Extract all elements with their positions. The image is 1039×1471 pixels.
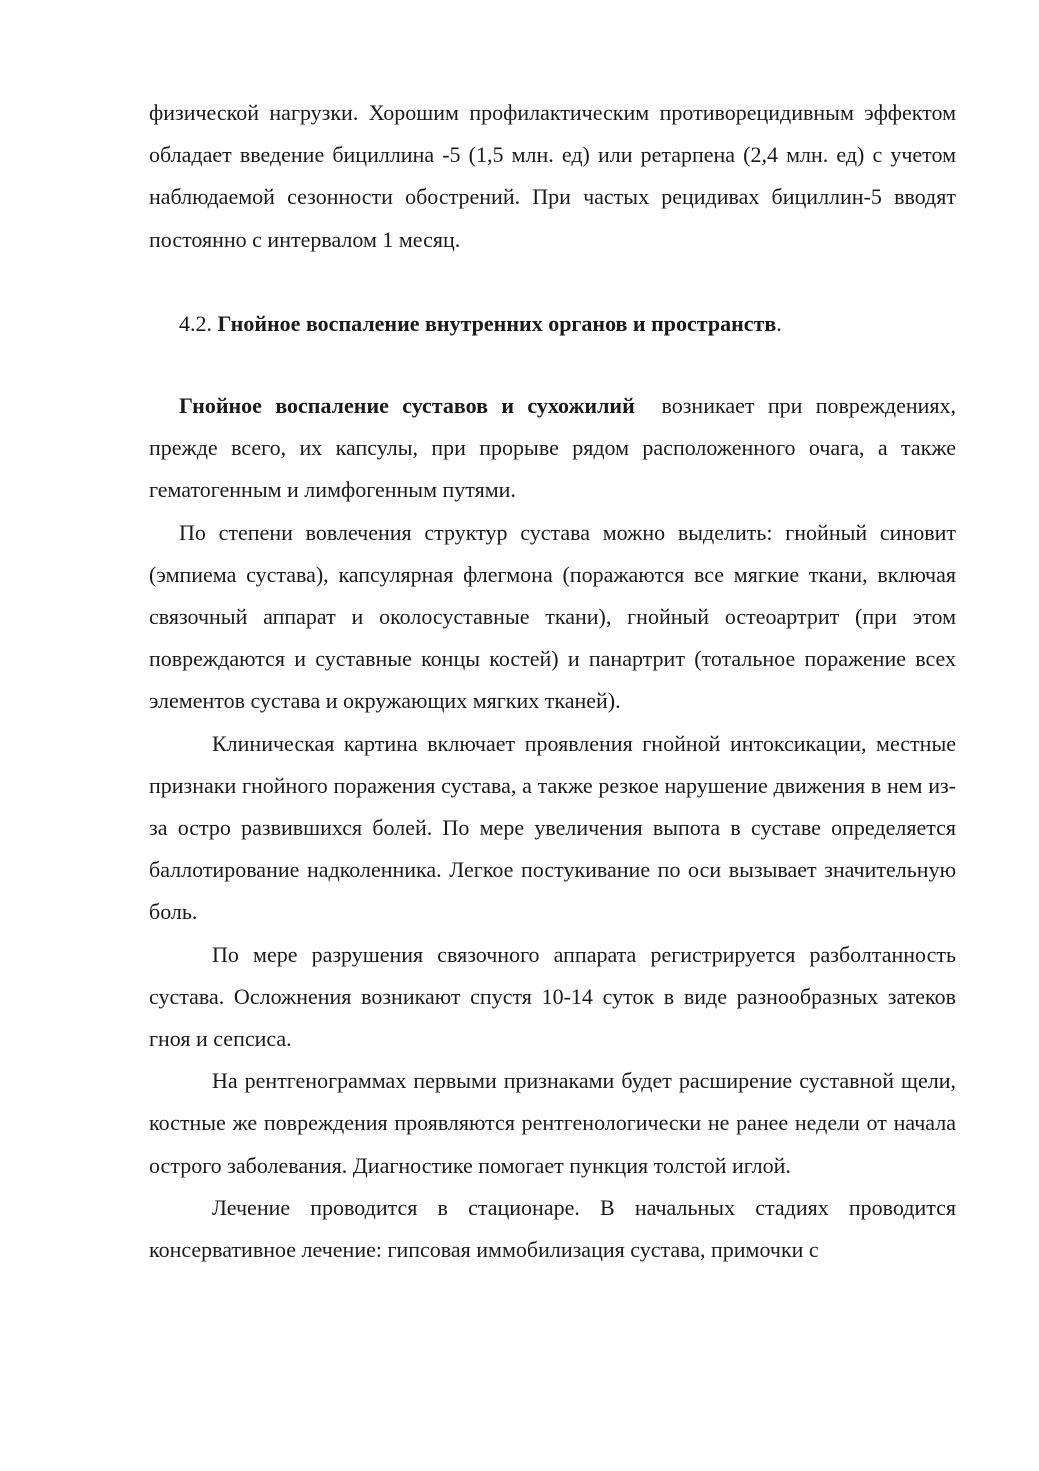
paragraph-text: возникает при повреждениях, прежде всего, их капсулы, при прорыве рядом расположенного очага, а также гематогенным и лимфогенным путями. (149, 393, 962, 503)
document-page (149, 92, 962, 1271)
section-title-period: . (776, 310, 782, 336)
paragraph-treatment: Лечение проводится в стационаре. В начальных стадиях проводится консервативное лечение: гипсовая иммобилизация сустава, примочки с (149, 1194, 956, 1263)
section-title: Гнойное воспаление внутренних органов и пространств (217, 310, 777, 336)
paragraph-joint-inflammation (149, 385, 962, 512)
spacer (149, 345, 956, 385)
paragraph-prophylaxis: физической нагрузки. Хорошим профилактическим противорецидивным эффектом обладает введение бициллина -5 (1,5 млн. ед) или ретарпена (2,4 млн. ед) с учетом наблюдаемой сезонности обострений. При частых рецидивах бициллин-5 вводят постоянно с интервалом 1 месяц. (149, 100, 956, 252)
paragraph-radiography: На рентгенограммах первыми признаками будет расширение суставной щели, костные же повреждения проявляются рентгенологически не ранее недели от начала острого заболевания. Диагностике помогает пункция толстой иглой. (149, 1068, 956, 1178)
section-number: 4.2. (179, 310, 218, 336)
paragraph-clinical-picture: Клиническая картина включает проявления гнойной интоксикации, местные признаки гнойного поражения сустава, а также резкое нарушение движения в нем из-за остро развившихся болей. По мере увеличения выпота в суставе определяется баллотирование надколенника. Легкое постукивание по оси вызывает значительную боль. (149, 730, 956, 925)
paragraph-classification: По степени вовлечения структур сустава можно выделить: гнойный синовит (эмпиема сустава), капсулярная флегмона (поражаются все мягкие ткани, включая связочный аппарат и околосуставные ткани), гнойный остеоартрит (при этом повреждаются и суставные концы костей) и панартрит (тотальное поражение всех элементов сустава и окружающих мягких тканей). (149, 519, 956, 714)
section-heading (149, 303, 956, 345)
spacer (149, 261, 956, 303)
paragraph-ligament-destruction: По мере разрушения связочного аппарата регистрируется разболтанность сустава. Осложнения возникают спустя 10-14 суток в виде разнообразных затеков гноя и сепсиса. (149, 941, 956, 1052)
term-joint-inflammation: Гнойное воспаление суставов и сухожилий (179, 393, 635, 419)
